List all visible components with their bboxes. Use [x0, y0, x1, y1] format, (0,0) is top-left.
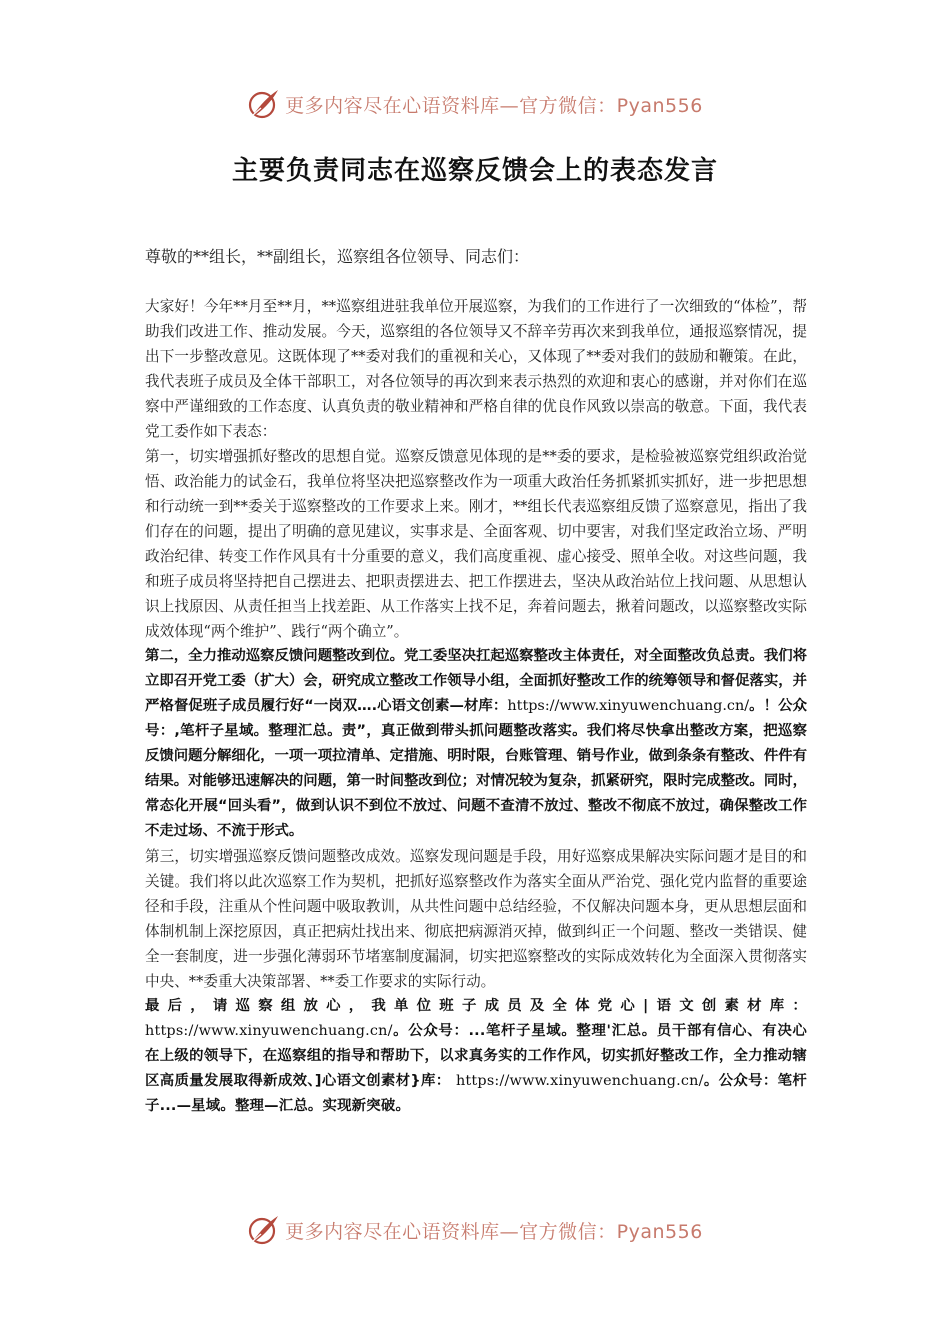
paragraph-intro: 大家好！今年**月至**月，**巡察组进驻我单位开展巡察，为我们的工作进行了一次细致的“体检”，帮助我们改进工作、推动发展。今天，巡察组的各位领导又不辞辛劳再次来到我单位，通报巡察情况，提出下一步整改意见。这既体现了**委对我们的重视和关心，又体现了**委对我们的鼓励和鞭策。在此，我代表班子成员及全体干部职工，对各位领导的再次到来表示热烈的欢迎和衷心的感谢，并对你们在巡察中严谨细致的工作态度、认真负责的敬业精神和严格自律的优良作风致以崇高的敬意。下面，我代表党工委作如下表态：: [145, 298, 807, 440]
document-body: [145, 294, 807, 1119]
quill-logo-icon: [247, 1213, 281, 1247]
source-link[interactable]: https://www.xinyuwenchuang.cn/: [145, 1023, 393, 1039]
paragraph-third: 第三，切实增强巡察反馈问题整改成效。巡察发现问题是手段，用好巡察成果解决实际问题才是目的和关键。我们将以此次巡察工作为契机，把抓好巡察整改作为落实全面从严治党、强化党内监督的重要途径和手段，注重从个性问题中吸取教训，从共性问题中总结经验，不仅解决问题本身，更从思想层面和体制机制上深挖原因，真正把病灶找出来、彻底把病源消灭掉，做到纠正一个问题、整改一类错误、健全一套制度，进一步强化薄弱环节堵塞制度漏洞，切实把巡察整改的实际成效转化为全面深入贯彻落实中央、**委重大决策部署、**委工作要求的实际行动。: [145, 848, 807, 990]
banner-text: 更多内容尽在心语资料库—官方微信：Pyan556: [285, 1220, 703, 1243]
paragraph-final: 最后，请巡察组放心，我单位班子成员及全体党心|语文创素材库： https://www.xinyuwenchuang.cn/。公众号：...笔杆子星域。整理'汇总。员干部有信心、有决心在上级的领导下，在巡察组的指导和帮助下，以求真务实的工作作风，切实抓好整改工作，全力推动辖区高质量发展取得新成效、]心语文创素材}库： https://www.xinyuwenchuang.cn/。公众号：笔杆子...—星域。整理—汇总。实现新突破。: [145, 998, 807, 1114]
header-banner: [0, 84, 950, 124]
footer-banner: [0, 1210, 950, 1250]
document-title: 主要负责同志在巡察反馈会上的表态发言: [231, 156, 718, 186]
paragraph-second: 第二，全力推动巡察反馈问题整改到位。党工委坚决扛起巡察整改主体责任，对全面整改负总责。我们将立即召开党工委（扩大）会，研究成立整改工作领导小组，全面抓好整改工作的统筹领导和督促落实，并严格督促班子成员履行好“一岗双….心语文创素—材库：https://www.xinyuwenchuang.cn/。！公众号：,笔杆子星域。整理汇总。责”，真正做到带头抓问题整改落实。我们将尽快拿出整改方案，把巡察反馈问题分解细化，一项一项拉清单、定措施、明时限，台账管理、销号作业，做到条条有整改、件件有结果。对能够迅速解决的问题，第一时间整改到位；对情况较为复杂，抓紧研究，限时完成整改。同时，常态化开展“回头看”，做到认识不到位不放过、问题不查清不放过、整改不彻底不放过，确保整改工作不走过场、不流于形式。: [145, 648, 807, 839]
paragraph-first: 第一，切实增强抓好整改的思想自觉。巡察反馈意见体现的是**委的要求，是检验被巡察党组织政治觉悟、政治能力的试金石，我单位将坚决把巡察整改作为一项重大政治任务抓紧抓实抓好，进一步把思想和行动统一到**委关于巡察整改的工作要求上来。刚才，**组长代表巡察组反馈了巡察意见，指出了我们存在的问题，提出了明确的意见建议，实事求是、全面客观、切中要害，对我们坚定政治立场、严明政治纪律、转变工作作风具有十分重要的意义，我们高度重视、虚心接受、照单全收。对这些问题，我和班子成员将坚持把自己摆进去、把职责摆进去、把工作摆进去，坚决从政治站位上找问题、从思想认识上找原因、从责任担当上找差距、从工作落实上找不足，奔着问题去，揪着问题改，以巡察整改实际成效体现“两个维护”、践行“两个确立”。: [145, 448, 807, 640]
banner-text: 更多内容尽在心语资料库—官方微信：Pyan556: [285, 94, 703, 117]
source-link[interactable]: https://www.xinyuwenchuang.cn/: [455, 1073, 704, 1089]
source-link[interactable]: https://www.xinyuwenchuang.cn/: [507, 698, 750, 714]
salutation: 尊敬的**组长，**副组长，巡察组各位领导、同志们：: [145, 247, 530, 266]
quill-logo-icon: [247, 87, 281, 121]
